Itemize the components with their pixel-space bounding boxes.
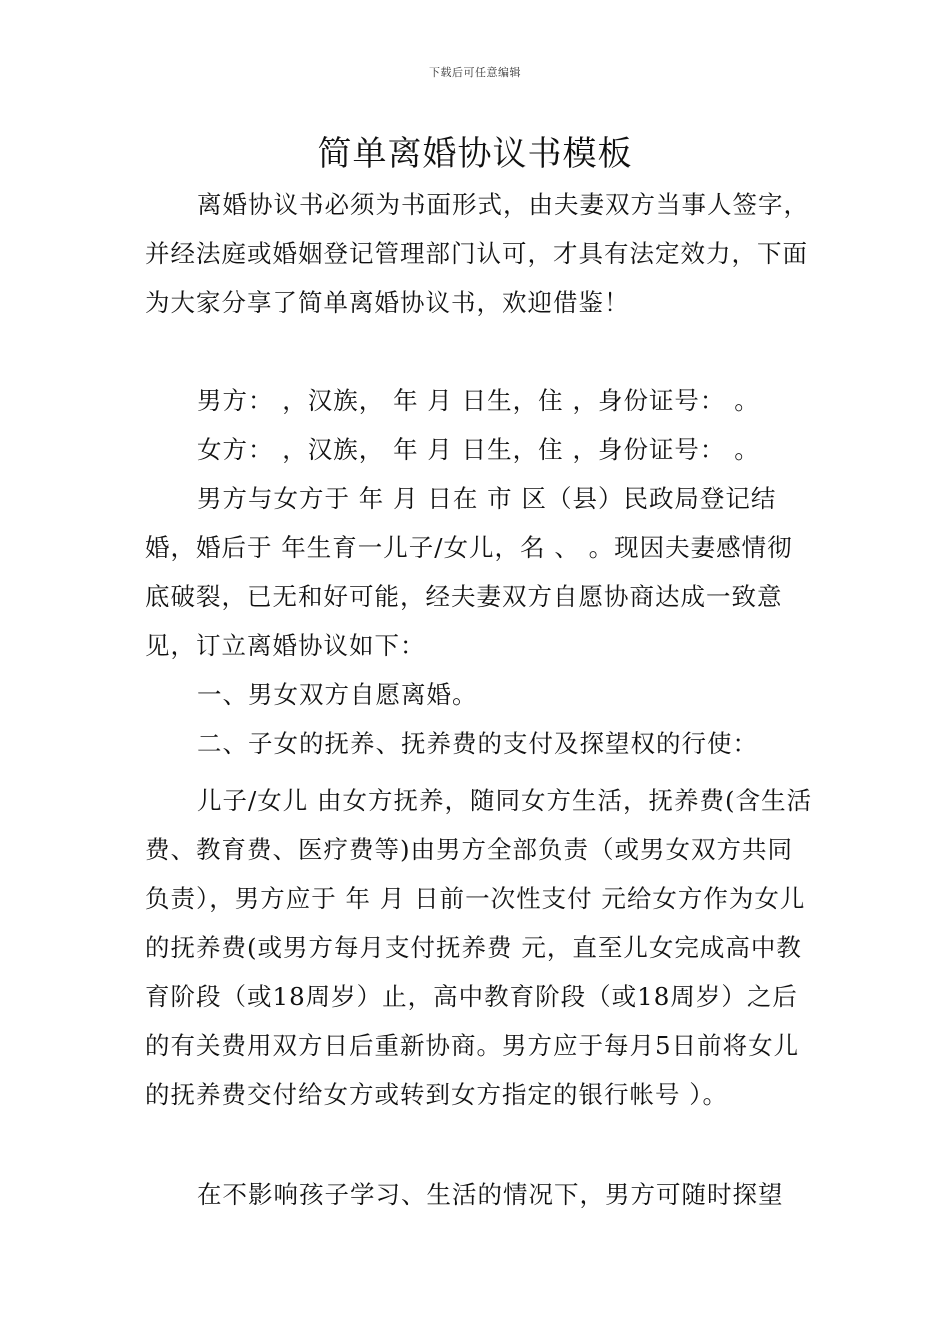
clause-2: 二、子女的抚养、抚养费的支付及探望权的行使： — [197, 729, 758, 758]
clause-1: 一、男女双方自愿离婚。 — [197, 680, 478, 709]
visitation-paragraph: 在不影响孩子学习、生活的情况下，男方可随时探望 — [197, 1180, 784, 1209]
custody-paragraph: 儿子/女儿 由女方抚养，随同女方生活，抚养费(含生活费、教育费、医疗费等)由男方全部负责（或男女双方共同负责），男方应于 年 月 日前一次性支付 元给女方作为女儿的抚养费(或男方每月支付抚养费 元，直至儿女完成高中教育阶段（或18周岁）止，高中教育阶段（或18周岁）之后的有关费用双方日后重新协商。男方应于每月5日前将女儿的抚养费交付给女方或转到女方指定的银行帐号 ）。 — [145, 786, 813, 1109]
intro-paragraph: 离婚协议书必须为书面形式，由夫妻双方当事人签字，并经法庭或婚姻登记管理部门认可，才具有法定效力，下面为大家分享了简单离婚协议书，欢迎借鉴！ — [145, 190, 809, 317]
document-title: 简单离婚协议书模板 — [317, 134, 633, 174]
header-note: 下载后可任意编辑 — [429, 66, 521, 79]
marriage-paragraph: 男方与女方于 年 月 日在 市 区（县）民政局登记结婚，婚后于 年生育一儿子/女儿，名 、 。现因夫妻感情彻底破裂，已无和好可能，经夫妻双方自愿协商达成一致意见，订立离婚协议如下： — [145, 484, 793, 660]
female-party-line: 女方： ，汉族， 年 月 日生，住 ，身份证号： 。 — [197, 435, 760, 464]
male-party-line: 男方： ，汉族， 年 月 日生，住 ，身份证号： 。 — [197, 386, 760, 415]
